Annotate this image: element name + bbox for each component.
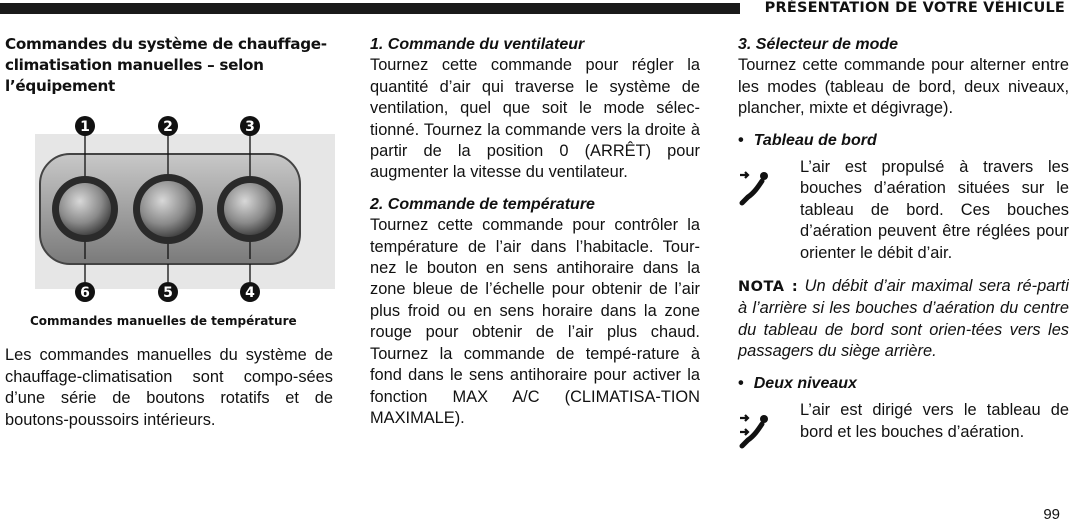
hvac-panel-illustration [35,114,335,309]
fan-knob [59,183,111,235]
panel-mode-title: Tableau de bord [753,131,877,149]
fan-control-text: Tournez cette commande pour régler la quantité d’air qui traverse le système de ventilation, quel que soit le mode sélec-tionné. Tournez la commande vers la droite à partir de la position 0 (ARRÊT) pour augmenter la vitesse du ventilateur. [370,56,700,182]
callout-4-label: 4 [245,285,255,301]
callout-2-label: 2 [163,119,173,135]
bilevel-mode-bullet [738,373,1069,394]
figure-caption: Commandes manuelles de température [30,314,297,328]
temperature-control-heading: 2. Commande de température [370,195,595,213]
column-2 [370,34,700,429]
bilevel-mode-title: Deux niveaux [753,374,857,392]
bilevel-mode-row [738,400,1069,458]
mode-selector-heading: 3. Sélecteur de mode [738,36,899,53]
mode-knob [224,183,276,235]
callout-6-label: 6 [80,285,90,301]
running-header: PRÉSENTATION DE VOTRE VÉHICULE [764,0,1065,16]
note-label: NOTA : [738,279,799,296]
callout-3-label: 3 [245,119,255,135]
mode-selector-text: Tournez cette commande pour alterner entre les modes (tableau de bord, deux niveaux, plancher, mixte et dégivrage). [738,56,1069,118]
bilevel-vent-icon [738,400,798,458]
note-paragraph [738,276,1069,363]
note-text: Un débit d’air maximal sera ré-parti à l’arrière si les bouches d’aération du centre du tableau de bord sont orien-tées vers les passagers du siège arrière. [738,277,1069,361]
page-number: 99 [1043,506,1060,523]
hvac-controls-figure [35,114,335,309]
column-3 [738,34,1069,459]
header-rule [0,3,740,14]
temperature-control-text: Tournez cette commande pour contrôler la température de l’air dans l’habitacle. Tour-nez le bouton en sens antihoraire dans la zone bleue de l’échelle pour obtenir de l’air plus froid ou en sens horaire dans la zone rouge pour obtenir de l’air plus chaud. Tournez la commande de tempé-rature à fond dans le sens antihoraire pour activer la fonction MAX A/C (CLIMATISA-TION MAXIMALE). [370,216,700,427]
bilevel-mode-text: L’air est dirigé vers le tableau de bord et les bouches d’aération. [800,401,1069,441]
bullet-marker: • [738,373,744,392]
panel-mode-row [738,157,1069,264]
column-1 [5,34,333,431]
bullet-marker: • [738,130,744,149]
temperature-knob [140,181,196,237]
callout-1-label: 1 [80,119,90,135]
intro-paragraph: Les commandes manuelles du système de chauffage-climatisation sont compo-sées d’une série de boutons rotatifs et de boutons-poussoirs intérieurs. [5,346,333,429]
panel-mode-text: L’air est propulsé à travers les bouches d’aération situées sur le tableau de bord. Ces bouches d’aération peuvent être réglées pour orienter le débit d’air. [800,158,1069,262]
callout-5-label: 5 [163,285,173,301]
fan-control-heading: 1. Commande du ventilateur [370,36,585,53]
panel-mode-bullet [738,130,1069,151]
panel-vent-icon [738,157,798,264]
section-title-manual-controls: Commandes du système de chauffage-climatisation manuelles – selon l’équipement [5,35,327,95]
